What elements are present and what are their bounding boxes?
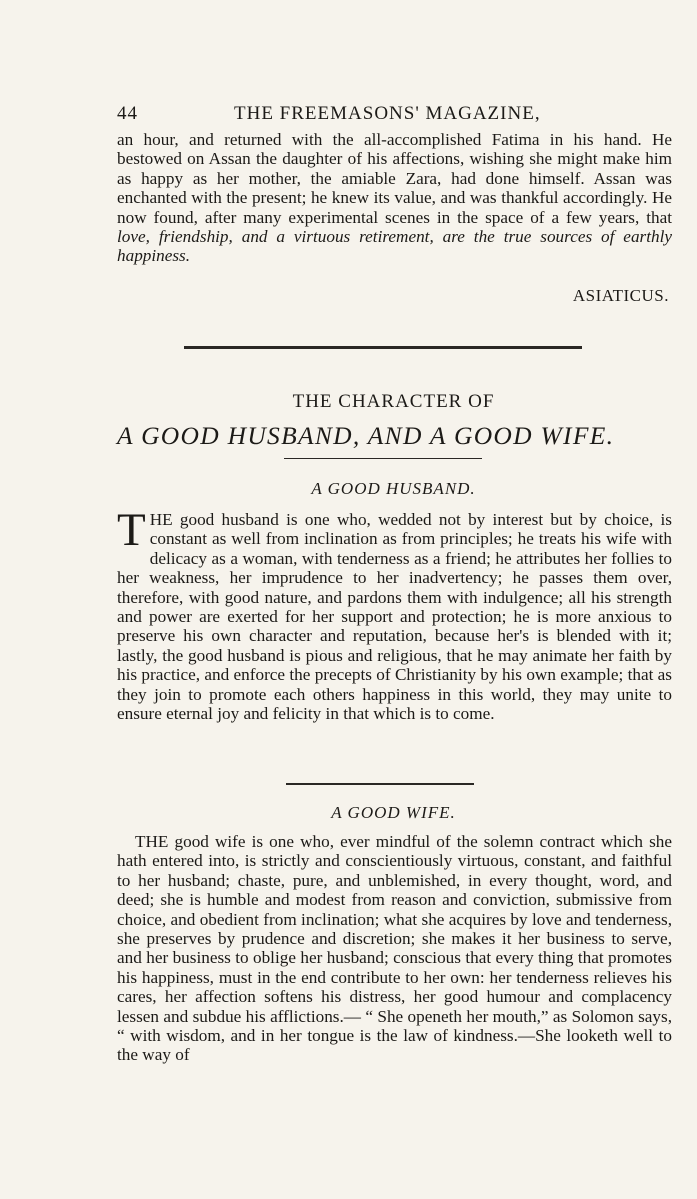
husband-paragraph — [117, 504, 672, 724]
wife-text: THE good wife is one who, ever mindful of the solemn contract which she hath entered into, is strictly and conscientiously virtuous, constant, and faithful to her husband; chaste, pure, and unblemished, in every thought, word, and deed; she is humble and modest from reason and conviction, submissive from choice, and obedient from inclination; what she acquires by love and tenderness, she preserves by prudence and discretion; she makes it her business to serve, and her business to oblige her husband; conscious that every thing that promotes his happiness, must in the end contribute to her own: her tenderness relieves his cares, her affection softens his distress, her good humour and complacency lessen and subdue his afflictions.— “ She openeth her mouth,” as Solomon says, “ with wisdom, and in her tongue is the law of kindness.—She looketh well to the way of — [117, 832, 672, 1065]
article-kicker: THE CHARACTER OF — [292, 391, 495, 412]
continuation-italic-text: love, friendship, and a virtuous retirement, are the true sources of earthly happiness. — [117, 227, 672, 266]
section-heading-wife: A GOOD WIFE. — [331, 803, 456, 822]
section-divider — [184, 346, 582, 349]
page-number: 44 — [117, 103, 138, 124]
journal-title: THE FREEMASONS' MAGAZINE, — [234, 103, 541, 124]
drop-cap: T — [117, 504, 146, 556]
continuation-text: an hour, and returned with the all-accomplished Fatima in his hand. He bestowed on Assan the daughter of his affections, wishing she might make him as happy as her mother, the amiable Zara, had done himself. Assan was enchanted with the present; he knew its value, and was thankful accordingly. He now found, after many experimental scenes in the space of a few years, that — [117, 130, 672, 227]
wife-paragraph — [117, 832, 672, 1065]
continuation-paragraph — [117, 130, 672, 266]
title-divider — [284, 458, 482, 459]
section-heading-husband: A GOOD HUSBAND. — [311, 479, 476, 498]
husband-text: HE good husband is one who, wedded not by interest but by choice, is constant as well from inclination as from principles; he treats his wife with delicacy as a woman, with tenderness as a friend; he attributes her follies to her weakness, her imprudence to her inadvertency; he passes them over, therefore, with good nature, and pardons them with indulgence; all his strength and power are exerted for her support and protection; he is more anxious to preserve his own character and reputation, because her's is blended with it; lastly, the good husband is pious and religious, that he may animate her faith by his practice, and enforce the precepts of Christianity by his own example; that as they join to promote each others happiness in this world, they may unite to ensure eternal joy and felicity in that which is to come. — [117, 510, 672, 724]
article-title: A GOOD HUSBAND, AND A GOOD WIFE. — [117, 421, 615, 450]
subsection-divider — [286, 783, 474, 785]
author-signature: ASIATICUS. — [572, 286, 669, 305]
running-head — [117, 103, 677, 133]
